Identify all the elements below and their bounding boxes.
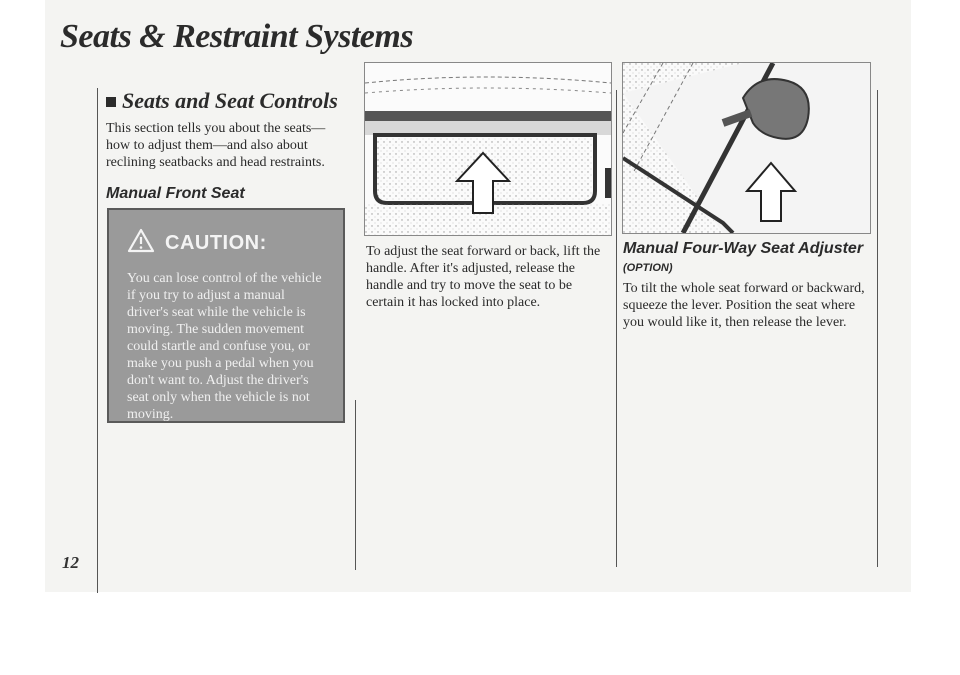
chapter-title: Seats & Restraint Systems <box>60 18 414 55</box>
square-bullet-icon <box>106 97 116 107</box>
option-label: (OPTION) <box>623 262 673 274</box>
front-seat-instructions: To adjust the seat forward or back, lift the handle. After it's adjusted, release the handle and try to move the seat to be certain it has locked into place. <box>366 244 601 310</box>
caution-text: You can lose control of the vehicle if you try to adjust a manual driver's seat while the vehicle is moving. The sudden movement could startle and confuse you, or make you push a pedal when you don't want to. Adjust the driver's seat only when the vehicle is not moving. <box>127 271 322 422</box>
column-1 <box>106 88 346 203</box>
page-number: 12 <box>62 553 79 572</box>
caution-box <box>107 208 345 423</box>
warning-triangle-icon <box>127 228 155 258</box>
caution-title: CAUTION: <box>165 231 267 254</box>
caution-header <box>127 228 329 258</box>
four-way-instructions: To tilt the whole seat forward or backward, squeeze the lever. Position the seat where you would like it, then release the lever. <box>623 281 865 330</box>
section-heading <box>106 88 346 114</box>
column-3 <box>623 240 868 331</box>
column-divider-1 <box>355 400 356 570</box>
right-margin-rule <box>877 90 878 567</box>
column-divider-2 <box>616 90 617 567</box>
four-way-lever-illustration <box>622 62 871 234</box>
seat-handle-illustration <box>364 62 612 236</box>
section-heading-text: Seats and Seat Controls <box>122 88 338 113</box>
manual-front-seat-heading: Manual Front Seat <box>106 185 245 202</box>
section-intro: This section tells you about the seats—how to adjust them—and also about reclining seatbacks and head restraints. <box>106 121 326 170</box>
left-margin-rule <box>97 88 98 593</box>
four-way-heading: Manual Four-Way Seat Adjuster <box>623 240 864 257</box>
